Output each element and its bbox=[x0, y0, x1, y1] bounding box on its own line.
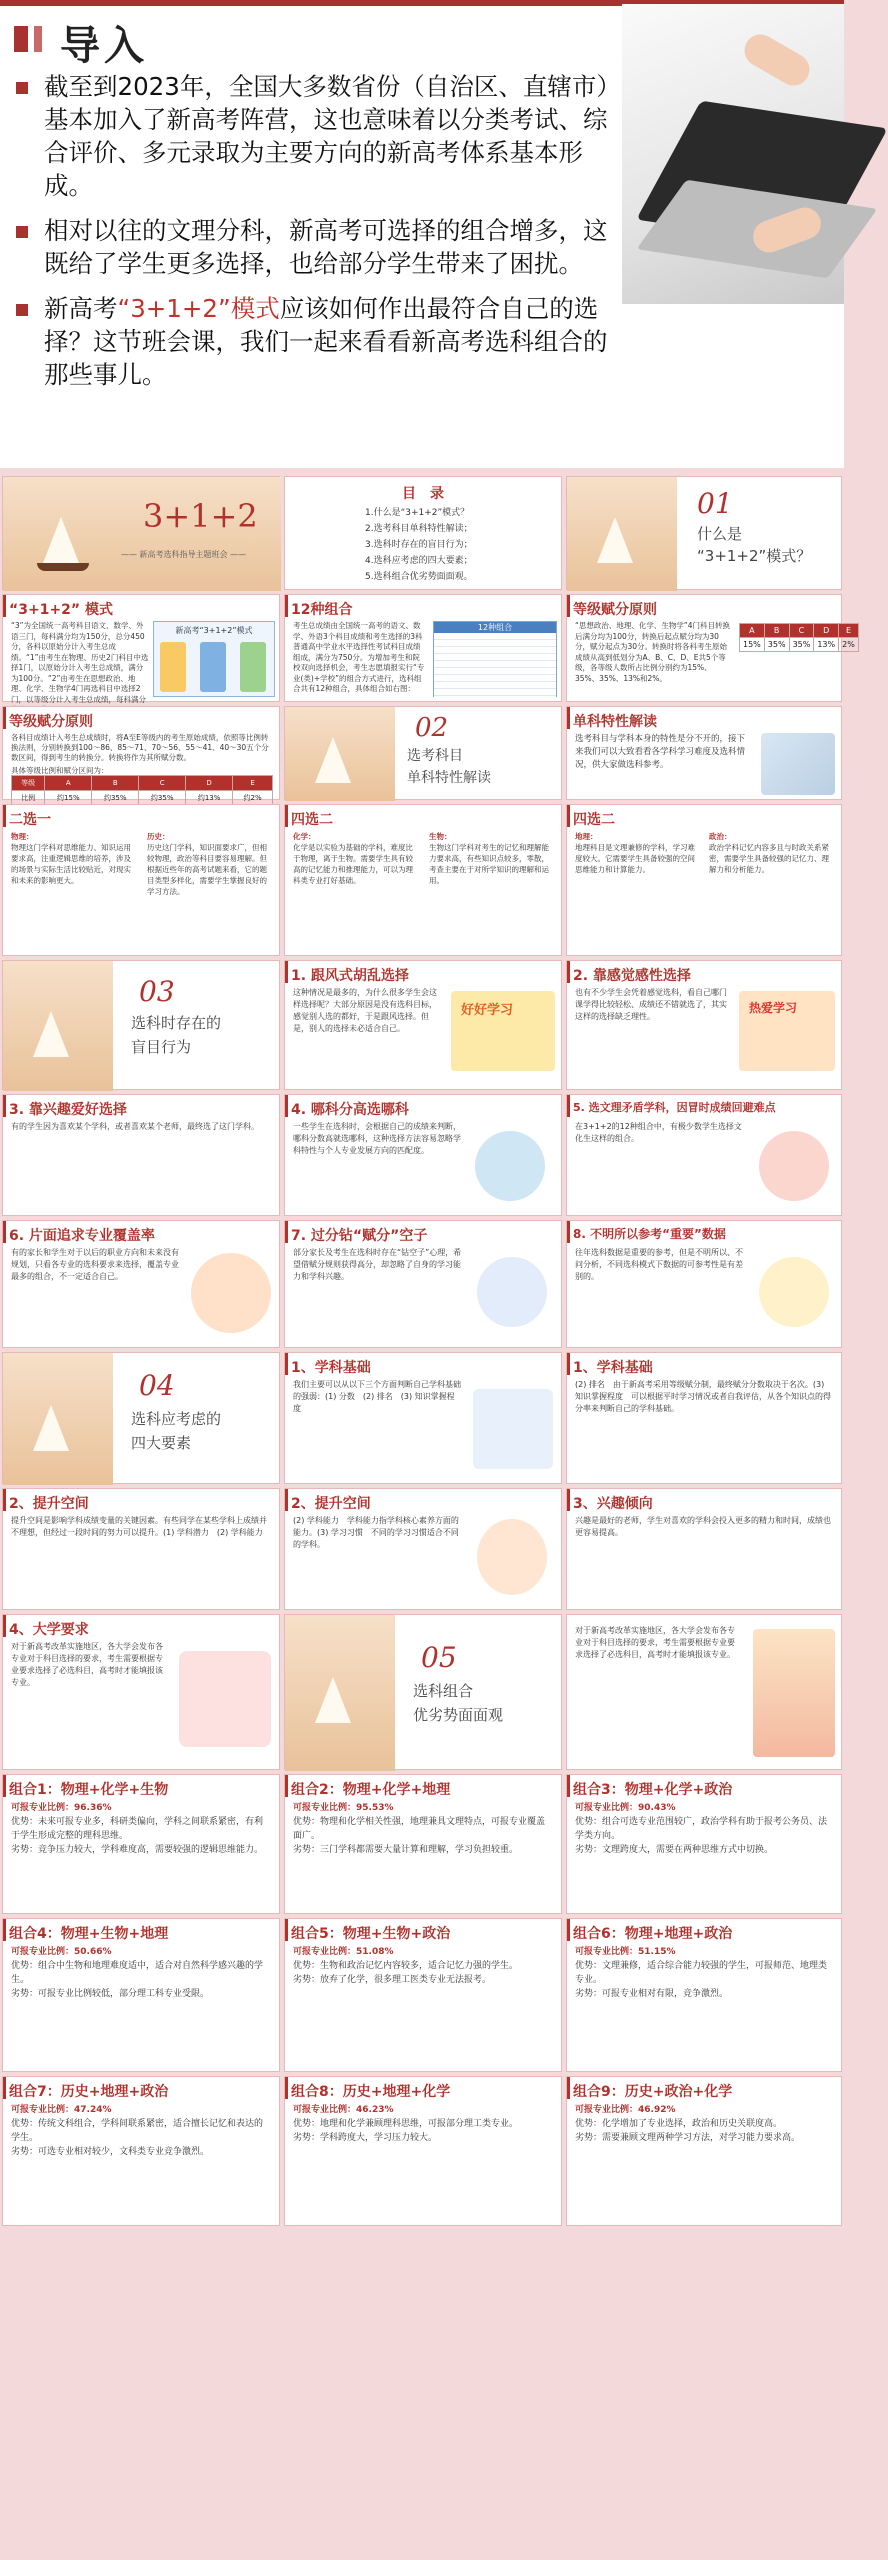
slide-combo-9 bbox=[566, 2076, 842, 2226]
slide-factor-2a bbox=[2, 1488, 280, 1610]
student-illustration bbox=[477, 1519, 547, 1595]
slide-body: 各科目成绩计入考生总成绩时，将A至E等级内的考生原始成绩，依照等比例转换法则，分别转换到100～86、85～71、70～56、55～41、40～30五个分数区间，得到考生的转换分。转换将作为其所赋分数。 bbox=[11, 733, 269, 762]
bullet-square-icon bbox=[16, 82, 28, 94]
toc-title: 目 录 bbox=[402, 486, 444, 502]
subject-label: 物理： bbox=[11, 832, 34, 841]
section-title: 选科组合 优劣势面面观 bbox=[413, 1682, 504, 1724]
boat-hull-shape bbox=[37, 563, 89, 571]
title-accent-bar bbox=[567, 595, 570, 617]
slide-combo-6 bbox=[566, 1918, 842, 2072]
grade-level: A bbox=[740, 624, 765, 638]
slide-grade bbox=[566, 594, 855, 702]
slide-body: 往年选科数据是重要的参考，但是不明所以、不问分析，不同选科模式下数据的可参考性是有差别的。 bbox=[575, 1248, 743, 1281]
slide-blind-2 bbox=[566, 960, 842, 1090]
grade-pct: 35% bbox=[764, 638, 789, 652]
title-accent-bar bbox=[285, 1489, 288, 1511]
exam-paper-illustration bbox=[179, 1651, 271, 1747]
slide-blind-3 bbox=[2, 1094, 280, 1216]
combo-rate: 可报专业比例：47.24% bbox=[11, 2105, 112, 2115]
slide-title: 8. 不明所以参考“重要”数据 bbox=[573, 1227, 726, 1241]
title-accent-bar bbox=[3, 2077, 6, 2099]
subject-column bbox=[709, 831, 835, 875]
slide-body: 也有不少学生会凭着感觉选科，看自己哪门课学得比较轻松、成绩还不错就选了，其实这样的选择缺乏理性。 bbox=[575, 988, 727, 1021]
slide-title: 组合4：物理+生物+地理 bbox=[9, 1926, 169, 1942]
title-accent-bar bbox=[3, 707, 6, 729]
section-number: 01 bbox=[697, 487, 733, 520]
slide-title: 组合6：物理+地理+政治 bbox=[573, 1926, 733, 1942]
hand-shape bbox=[739, 29, 816, 92]
title-accent-bar bbox=[285, 961, 288, 983]
subject-desc: 历史这门学科，知识面要求广，但相较物理，政治等科目要容易理解。但根据近些年的高考试题来看，它的题目类型多样化，需要学生掌握良好的学习方法。 bbox=[147, 843, 267, 896]
slide-combo-2 bbox=[284, 1774, 562, 1914]
slide-pick-two-b bbox=[566, 804, 842, 956]
grade-range-table: 等级 A B C D E 比例 约15% 约35% 约35% 约13% 约2% bbox=[11, 775, 273, 806]
subject-desc: 化学是以实验为基础的学科，难度比于物理，离于生物。需要学生具有较高的记忆能力和推理能力，可以为理科类专业打好基础。 bbox=[293, 843, 413, 885]
toc-item: 1.什么是“3+1+2”模式？ bbox=[365, 508, 470, 518]
grade-level: E bbox=[839, 624, 859, 638]
cover-subtitle: —— 新高考选科指导主题班会 —— bbox=[121, 550, 247, 559]
slide-title: 组合1：物理+化学+生物 bbox=[9, 1782, 169, 1798]
slide-blind-4 bbox=[284, 1094, 562, 1216]
slide-body: 兴趣是最好的老师，学生对喜欢的学科会投入更多的精力和时间，成绩也更容易提高。 bbox=[575, 1516, 831, 1537]
slide-combo-1 bbox=[2, 1774, 280, 1914]
sailboat-icon bbox=[33, 1011, 69, 1057]
title-accent-bar bbox=[567, 1919, 570, 1941]
grade-pct: 2% bbox=[839, 638, 859, 652]
study-cartoon bbox=[739, 991, 835, 1071]
slide-body: 这种情况是最多的，为什么很多学生会这样选择呢？大部分原因是没有选科目标，感觉别人选的都好，于是跟风选择。但是，别人的选择未必适合自己。 bbox=[293, 988, 437, 1033]
combo-cons: 劣势：可报专业比例较低，部分理工科专业受限。 bbox=[11, 1989, 210, 1999]
title-accent-bar bbox=[3, 1221, 6, 1243]
slide-combo-7 bbox=[2, 2076, 280, 2226]
toc-item: 2.选考科目单科特性解读； bbox=[365, 524, 473, 534]
title-accent-bar bbox=[285, 595, 288, 617]
diagram-block bbox=[160, 642, 186, 692]
combo-body bbox=[11, 1945, 271, 2001]
slide-grade-2 bbox=[2, 706, 280, 800]
grade-level: B bbox=[764, 624, 789, 638]
title-accent-bar bbox=[567, 707, 570, 729]
grade-table bbox=[739, 623, 859, 652]
student-illustration bbox=[477, 1257, 547, 1327]
title-accent-bar bbox=[3, 1775, 6, 1797]
slide-title: 组合8：历史+地理+化学 bbox=[291, 2084, 451, 2100]
title-accent-bar bbox=[3, 1489, 6, 1511]
slide-body: 有的家长和学生对于以后的职业方向和未来没有规划，只看各专业的选科要求来选择，覆盖专业最多的组合，不一定适合自己。 bbox=[11, 1248, 179, 1281]
title-accent-bar bbox=[3, 1615, 6, 1637]
slide-combo-8 bbox=[284, 2076, 562, 2226]
slide-title: 3、兴趣倾向 bbox=[573, 1496, 653, 1512]
title-accent-bar bbox=[567, 1095, 570, 1117]
slide-pick-one bbox=[2, 804, 280, 956]
title-marker-secondary bbox=[34, 26, 42, 52]
section-number: 02 bbox=[415, 713, 449, 743]
slide-pick-two-a bbox=[284, 804, 562, 956]
title-accent-bar bbox=[285, 1919, 288, 1941]
combo-body bbox=[575, 1801, 833, 1857]
cartoon-text: 热爱学习 bbox=[749, 1001, 798, 1015]
study-cartoon bbox=[451, 991, 555, 1071]
title-accent-bar bbox=[567, 1489, 570, 1511]
combo-cons: 劣势：学科跨度大，学习压力较大。 bbox=[293, 2133, 438, 2143]
student-illustration bbox=[475, 1131, 545, 1201]
intro-bullet: 截至到2023年，全国大多数省份（自治区、直辖市）基本加入了新高考阵营，这也意味着以分类考试、综合评价、多元录取为主要方向的新高考体系基本形成。 bbox=[12, 70, 612, 202]
slide-combo-5 bbox=[284, 1918, 562, 2072]
subject-desc: 物理这门学科对思维能力、知识运用要求高，注重逻辑思维的培养，涉及的场景与实际生活比较贴近，对现实和未来的影响更大。 bbox=[11, 843, 131, 885]
grade-pct: 35% bbox=[789, 638, 814, 652]
title-accent-bar bbox=[567, 1775, 570, 1797]
subject-label: 历史： bbox=[147, 832, 170, 841]
bullet-square-icon bbox=[16, 304, 28, 316]
book-cover-image bbox=[753, 1629, 835, 1757]
slide-body: 提升空间是影响学科成绩变量的关键因素。有些同学在某些学科上成绩并不理想，但经过一段时间的努力可以提升。(1) 学科潜力 (2) 学科能力 bbox=[11, 1516, 267, 1537]
section-title: 选科时存在的 盲目行为 bbox=[131, 1014, 222, 1056]
slide-title: 3. 靠兴趣爱好选择 bbox=[9, 1102, 127, 1118]
title-accent-bar bbox=[567, 1221, 570, 1243]
sailboat-icon bbox=[597, 517, 633, 563]
sailboat-icon bbox=[315, 1677, 351, 1723]
slide-title: 二选一 bbox=[9, 812, 51, 828]
slide-blind-5 bbox=[566, 1094, 842, 1216]
subject-desc: 生物这门学科对考生的记忆和理解能力要求高，有些知识点较多，零散，考查主要在于对所学知识的理解和运用。 bbox=[429, 843, 549, 885]
slide-mode bbox=[2, 594, 280, 702]
combo-body bbox=[293, 1801, 553, 1857]
mode-diagram bbox=[153, 621, 275, 697]
section-number: 04 bbox=[139, 1369, 175, 1402]
slide-blind-8 bbox=[566, 1220, 842, 1348]
slide-title: 2. 靠感觉感性选择 bbox=[573, 968, 691, 984]
slide-section-03 bbox=[2, 960, 280, 1090]
slide-body: 考生总成绩由全国统一高考的语文、数学、外语3个科目成绩和考生选择的3科普通高中学业水平选择性考试科目成绩组成，满分为750分。为增加考生和院校双向选择机会，考生志愿填报实行“专业(类)+学校”的组合方式进行，选科组合共有12种组合，具体组合如右图： bbox=[293, 621, 425, 693]
slide-body: 在3+1+2的12种组合中，有极少数学生选择文化生这样的组合。 bbox=[575, 1122, 742, 1143]
intro-bullet: 新高考“3+1+2”模式应该如何作出最符合自己的选择？这节班会课，我们一起来看看新高考选科组合的那些事儿。 bbox=[12, 292, 612, 391]
combo-pros: 优势：生物和政治记忆内容较多，适合记忆力强的学生。 bbox=[293, 1961, 519, 1971]
slide-body: 我们主要可以从以下三个方面判断自己学科基础的强弱：(1) 分数 (2) 排名 (3) 知识掌握程度 bbox=[293, 1380, 461, 1413]
combo-pros: 优势：化学增加了专业选择，政治和历史关联度高。 bbox=[575, 2119, 783, 2129]
combo-rate: 可报专业比例：50.66% bbox=[11, 1947, 112, 1957]
slide-title: 2、提升空间 bbox=[9, 1496, 89, 1512]
title-accent-bar bbox=[285, 2077, 288, 2099]
slide-title: 6. 片面追求专业覆盖率 bbox=[9, 1228, 155, 1244]
subject-desc: 政治学科记忆内容多且与时政关系紧密，需要学生具备较强的记忆力、理解力和分析能力。 bbox=[709, 843, 829, 874]
girl-illustration bbox=[191, 1253, 271, 1333]
combo-table bbox=[433, 621, 557, 697]
title-accent-bar bbox=[285, 1775, 288, 1797]
combo-cons: 劣势：可选专业相对较少，文科类专业竞争激烈。 bbox=[11, 2147, 210, 2157]
title-accent-bar bbox=[3, 1919, 6, 1941]
slide-body: (2) 排名 由于新高考采用等级赋分制，最终赋分分数取决于名次。(3) 知识掌握程度 可以根据平时学习情况或者自我评估，从各个知识点的得分率来判断自己的学科基础。 bbox=[575, 1380, 831, 1413]
slide-body: (2) 学科能力 学科能力指学科核心素养方面的能力。(3) 学习习惯 不同的学习习惯适合不同的学科。 bbox=[293, 1516, 459, 1549]
combo-cons: 劣势：文理跨度大，需要在两种思维方式中切换。 bbox=[575, 1845, 774, 1855]
combo-body bbox=[11, 2103, 271, 2159]
slide-title: 四选二 bbox=[573, 812, 615, 828]
combo-body bbox=[11, 1801, 271, 1857]
slide-toc bbox=[284, 476, 562, 590]
slide-blind-7 bbox=[284, 1220, 562, 1348]
combo-rate: 可报专业比例：51.15% bbox=[575, 1947, 676, 1957]
combo-pros: 优势：未来可报专业多，科研类偏向，学科之间联系紧密，有利于学生形成完整的理科思维。 bbox=[11, 1817, 264, 1841]
grade-level: C bbox=[789, 624, 814, 638]
sailboat-icon bbox=[315, 737, 351, 783]
toc-item: 3.选科时存在的盲目行为； bbox=[365, 540, 473, 550]
students-photo bbox=[761, 733, 835, 795]
combo-pros: 优势：组合可选专业范围较广，政治学科有助于报考公务员、法学类方向。 bbox=[575, 1817, 828, 1841]
title-accent-bar bbox=[567, 1353, 570, 1375]
combo-cons: 劣势：三门学科都需要大量计算和理解，学习负担较重。 bbox=[293, 1845, 519, 1855]
slide-body: 有的学生因为喜欢某个学科，或者喜欢某个老师，最终选了这门学科。 bbox=[11, 1122, 259, 1131]
slide-factor-4 bbox=[2, 1614, 280, 1770]
slide-title: 4. 哪科分高选哪科 bbox=[291, 1102, 409, 1118]
subject-column bbox=[293, 831, 417, 886]
sailboat-icon bbox=[43, 517, 79, 563]
slide-note: 具体等级比例和赋分区间为： bbox=[11, 766, 109, 775]
slide-title: 1. 跟风式胡乱选择 bbox=[291, 968, 409, 984]
slide-factor-3 bbox=[566, 1488, 842, 1610]
slide-title: 1、学科基础 bbox=[291, 1360, 371, 1376]
subject-column bbox=[429, 831, 555, 886]
subject-desc: 地理科目是文理兼修的学科，学习难度较大。它需要学生具备较强的空间思维能力和计算能力。 bbox=[575, 843, 695, 874]
combo-pros: 优势：地理和化学兼顾理科思维，可报部分理工类专业。 bbox=[293, 2119, 519, 2129]
slide-combo-3 bbox=[566, 1774, 842, 1914]
slide-title: 1、学科基础 bbox=[573, 1360, 653, 1376]
subject-column bbox=[147, 831, 273, 897]
student-illustration bbox=[759, 1131, 829, 1201]
toc-list bbox=[365, 505, 473, 585]
combo-pros: 优势：传统文科组合，学科间联系紧密，适合擅长记忆和表达的学生。 bbox=[11, 2119, 264, 2143]
student-illustration bbox=[759, 1257, 829, 1327]
slide-body: 对于新高考改革实施地区，各大学会发布各专业对于科目选择的要求，考生需要根据专业要求选择了必选科目，高考时才能填报该专业。 bbox=[575, 1626, 735, 1659]
slide-body: “思想政治、地理、化学、生物学”4门科目转换后满分均为100分，转换后起点赋分均为30分，赋分起点为30分。转换时将各科考生原始成绩从高到低划分为A、B、C、D、E共5个等级，各等级人数所占比例分别约为15%、35%、35%、13%和2%。 bbox=[575, 621, 731, 683]
subject-label: 化学： bbox=[293, 832, 316, 841]
slide-section-04 bbox=[2, 1352, 280, 1484]
combo-rate: 可报专业比例：90.43% bbox=[575, 1803, 676, 1813]
slide-blind-6 bbox=[2, 1220, 280, 1348]
combo-cons: 劣势：可报专业相对有限，竞争激烈。 bbox=[575, 1989, 729, 1999]
slide-combo-4 bbox=[2, 1918, 280, 2072]
combo-pros: 优势：文理兼修，适合综合能力较强的学生，可报师范、地理类专业。 bbox=[575, 1961, 828, 1985]
slide-title: 5. 选文理矛盾学科，因冒时成绩回避难点 bbox=[573, 1101, 776, 1114]
combo-body bbox=[293, 2103, 553, 2145]
diagram-block bbox=[200, 642, 226, 692]
slide-title: 组合7：历史+地理+政治 bbox=[9, 2084, 169, 2100]
slide-body: 部分家长及考生在选科时存在“钻空子”心理，希望借赋分规则获得高分，却忽略了自身的学习能力和学科兴趣。 bbox=[293, 1248, 462, 1281]
slide-reference bbox=[566, 1614, 842, 1770]
title-accent-bar bbox=[3, 805, 6, 827]
subject-column bbox=[11, 831, 135, 886]
slide-body: “3”为全国统一高考科目语文、数学、外语三门，每科满分均为150分，总分450分，各科以原始分计入考生总成绩。“1”由考生在物理、历史2门科目中选择1门，以原始分计入考生总成绩，满分为100分。“2”由考生在思想政治、地理、化学、生物学4门再选科目中选择2门，以等级分计入考生总成绩，每科满分 bbox=[11, 621, 149, 704]
combo-cons: 劣势：竞争压力较大，学科难度高，需要较强的逻辑思维能力。 bbox=[11, 1845, 264, 1855]
title-accent-bar bbox=[285, 1353, 288, 1375]
intro-slide bbox=[0, 0, 844, 468]
combo-rate: 可报专业比例：46.92% bbox=[575, 2105, 676, 2115]
title-accent-bar bbox=[567, 805, 570, 827]
subject-column bbox=[575, 831, 699, 875]
toc-item: 5.选科组合优劣势面面观。 bbox=[365, 572, 473, 582]
bullet-square-icon bbox=[16, 226, 28, 238]
subject-label: 生物： bbox=[429, 832, 452, 841]
slide-title: 组合3：物理+化学+政治 bbox=[573, 1782, 733, 1798]
subject-label: 政治： bbox=[709, 832, 732, 841]
slide-title: 12种组合 bbox=[291, 602, 353, 618]
combo-rate: 可报专业比例：46.23% bbox=[293, 2105, 394, 2115]
slide-section-01 bbox=[566, 476, 842, 590]
geometry-illustration bbox=[473, 1389, 553, 1469]
intro-bullet-list bbox=[12, 70, 612, 403]
title-accent-bar bbox=[285, 1221, 288, 1243]
grade-level: D bbox=[814, 624, 839, 638]
subject-label: 地理： bbox=[575, 832, 598, 841]
section-number: 03 bbox=[139, 975, 175, 1008]
slide-title: 2、提升空间 bbox=[291, 1496, 371, 1512]
sailboat-icon bbox=[33, 1405, 69, 1451]
slide-title: 组合9：历史+政治+化学 bbox=[573, 2084, 733, 2100]
title-accent-bar bbox=[567, 2077, 570, 2099]
slide-title: 7. 过分钻“赋分”空子 bbox=[291, 1228, 428, 1244]
slide-section-05 bbox=[284, 1614, 562, 1770]
title-accent-bar bbox=[285, 1095, 288, 1117]
grade-pct: 13% bbox=[814, 638, 839, 652]
title-accent-bar bbox=[3, 1095, 6, 1117]
slide-body: 选考科目与学科本身的特性是分不开的，接下来我们可以大致看看各学科学习难度及选科情况，供大家做选科参考。 bbox=[575, 734, 746, 770]
slide-blind-1 bbox=[284, 960, 562, 1090]
title-marker bbox=[14, 26, 28, 52]
title-accent-bar bbox=[3, 595, 6, 617]
combo-rate: 可报专业比例：51.08% bbox=[293, 1947, 394, 1957]
slide-title: 等级赋分原则 bbox=[573, 602, 657, 618]
section-number: 05 bbox=[421, 1641, 457, 1674]
combo-pros: 优势：组合中生物和地理难度适中，适合对自然科学感兴趣的学生。 bbox=[11, 1961, 264, 1985]
title-accent-bar bbox=[567, 961, 570, 983]
slide-12-combos bbox=[284, 594, 562, 702]
cover-title: 3+1+2 bbox=[143, 497, 258, 535]
mode-diagram-title: 新高考“3+1+2”模式 bbox=[175, 626, 253, 635]
diagram-block bbox=[240, 642, 266, 692]
combo-body bbox=[575, 2103, 833, 2145]
combo-rate: 可报专业比例：96.36% bbox=[11, 1803, 112, 1813]
combo-table-rows bbox=[434, 633, 556, 697]
slide-title: “3+1+2” 模式 bbox=[9, 602, 113, 618]
combo-rate: 可报专业比例：95.53% bbox=[293, 1803, 394, 1813]
slide-cover bbox=[2, 476, 280, 590]
combo-cons: 劣势：需要兼顾文理两种学习方法，对学习能力要求高。 bbox=[575, 2133, 801, 2143]
section-title: 选考科目 单科特性解读 bbox=[407, 748, 491, 786]
combo-cons: 劣势：放弃了化学，很多理工医类专业无法报考。 bbox=[293, 1975, 492, 1985]
slide-factor-2b bbox=[284, 1488, 562, 1610]
slide-title: 组合5：物理+生物+政治 bbox=[291, 1926, 451, 1942]
combo-table-head: 12种组合 bbox=[434, 622, 556, 633]
title-accent-bar bbox=[285, 805, 288, 827]
slide-body: 一些学生在选科时，会根据自己的成绩来判断，哪科分数高就选哪科，这种选择方法容易忽略学科特性与个人专业发展方向的匹配度。 bbox=[293, 1122, 461, 1155]
slide-factor-1b bbox=[566, 1352, 842, 1484]
slide-body: 对于新高考改革实施地区，各大学会发布各专业对于科目选择的要求，考生需要根据专业要求选择了必选科目，高考时才能填报该专业。 bbox=[11, 1642, 163, 1687]
slide-single-subject bbox=[566, 706, 842, 800]
slide-title: 单科特性解读 bbox=[573, 714, 657, 730]
section-title: 什么是 “3+1+2”模式？ bbox=[697, 525, 812, 565]
slide-title: 4、大学要求 bbox=[9, 1622, 89, 1638]
grade-pct: 15% bbox=[740, 638, 765, 652]
combo-body bbox=[575, 1945, 833, 2001]
slide-factor-1a bbox=[284, 1352, 562, 1484]
intro-bullet: 相对以往的文理分科，新高考可选择的组合增多，这既给了学生更多选择，也给部分学生带来了困扰。 bbox=[12, 214, 612, 280]
section-title: 选科应考虑的 四大要素 bbox=[131, 1410, 222, 1452]
slide-section-02 bbox=[284, 706, 562, 800]
combo-body bbox=[293, 1945, 553, 1987]
slide-title: 等级赋分原则 bbox=[9, 714, 93, 730]
toc-item: 4.选科应考虑的四大要素； bbox=[365, 556, 473, 566]
cartoon-text: 好好学习 bbox=[461, 1003, 514, 1018]
highlight-text: “3+1+2”模式 bbox=[117, 294, 280, 323]
slide-title: 组合2：物理+化学+地理 bbox=[291, 1782, 451, 1798]
combo-pros: 优势：物理和化学相关性强，地理兼具文理特点，可报专业覆盖面广。 bbox=[293, 1817, 546, 1841]
laptop-photo bbox=[622, 4, 844, 304]
slide-title: 四选二 bbox=[291, 812, 333, 828]
intro-title: 导入 bbox=[60, 23, 148, 69]
